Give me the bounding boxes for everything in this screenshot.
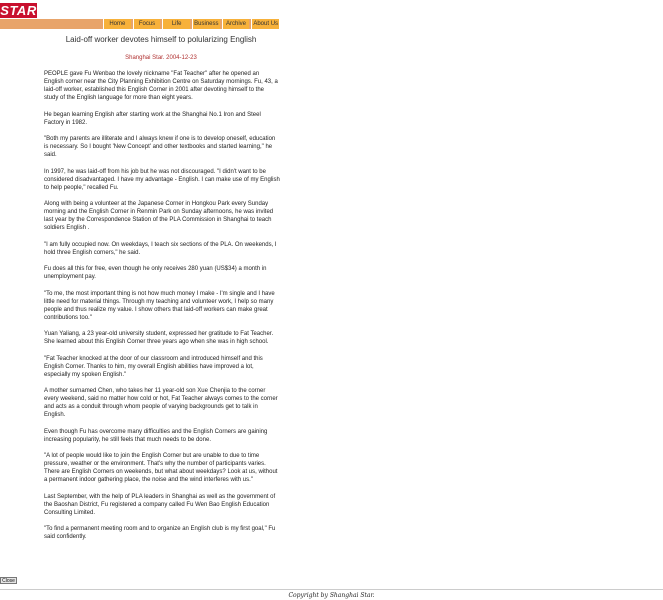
footer-divider [0,589,663,590]
main-nav [103,19,279,29]
article-paragraph: In 1997, he was laid-off from his job but he was not discouraged. "I didn't want to be considered disadvantaged. I have my advantage - English. I can make use of my English to help people," recalled Fu. [44,168,280,191]
article-paragraph: Yuan Yaliang, a 23 year-old university student, expressed her gratitude to Fat Teacher. She learned about this English Corner three years ago when she was in high school. [44,331,274,345]
article-paragraph: Last September, with the help of PLA leaders in Shanghai as well as the government of the Baoshan District, Fu registered a company called Fu Wen Bao English Education Consulting Limited. [44,493,276,516]
logo-text: STAR [0,3,37,18]
nav-life[interactable]: Life [162,19,190,29]
close-button[interactable]: Close [0,577,17,584]
article-paragraph: "A lot of people would like to join the English Corner but are unable to due to time pressure, weather or the environment. That's why the number of participants varies. There are English Corners on weekends, but what about weekdays? Look at us, without a permanent indoor gathering place, the noise and the wind interferes with us." [44,453,278,483]
nav-business[interactable]: Business [192,19,220,29]
site-header [0,0,663,32]
star-logo[interactable] [0,3,37,18]
article-paragraph: Along with being a volunteer at the Japanese Corner in Hongkou Park every Sunday morning and the English Corner in Renmin Park on Sunday afternoons, he was invited last year by the Correspondence Station of the PLA Commission in Shanghai to teach soldiers English . [44,201,274,231]
article-paragraph: "Both my parents are illiterate and I always knew if one is to develop oneself, education is necessary. So I bought 'New Concept' and other textbooks and started learning," he said. [44,136,276,158]
article-paragraph: "Fat Teacher knocked at the door of our classroom and introduced himself and this English Corner. Thanks to him, my overall English abilities have improved a lot, especially my spoken English." [44,355,263,378]
article-paragraph: Even though Fu has overcome many difficulties and the English Corners are gaining increasing popularity, he still feels that much needs to be done. [44,428,268,443]
article-paragraph: PEOPLE gave Fu Wenbao the lovely nickname "Fat Teacher" after he opened an English corner near the City Planning Exhibition Centre on Saturday mornings. Fu, 43, a laid-off worker, established this English Corner in 2001 after devoting himself to the study of the English language for more than eight years. [44,71,278,101]
nav-about-us[interactable]: About Us [253,21,279,27]
copyright-text: Copyright by Shanghai Star. [288,592,375,599]
article-paragraph: "To me, the most important thing is not how much money I make - I'm single and I have little need for material things. Through my teaching and volunteer work, I help so many people and thus realize my value. I show others that laid-off workers can make great contributions too." [44,290,275,321]
nav-focus[interactable]: Focus [133,19,161,29]
article-byline: Shanghai Star. 2004-12-23 [125,55,197,61]
article-paragraph: "I am fully occupied now. On weekdays, I teach six sections of the PLA. On weekends, I hold three English corners," he said. [44,241,277,256]
article-body [44,70,280,550]
article-title: Laid-off worker devotes himself to polularizing English [65,35,257,44]
article-paragraph: Fu does all this for free, even though he only receives 280 yuan (US$34) a month in unemployment pay. [44,266,267,280]
article-paragraph: A mother surnamed Chen, who takes her 11 year-old son Xue Chenjia to the corner every weekend, said no matter how cold or hot, Fat Teacher always comes to the corner and acts as a conduit through whom people of varying backgrounds get to talk in English. [44,388,278,418]
article-paragraph: "To find a permanent meeting room and to organize an English club is my first goal," Fu said confidently. [44,526,276,540]
article-paragraph: He began learning English after starting work at the Shanghai No.1 Iron and Steel Factory in 1982. [44,111,261,126]
nav-archive[interactable]: Archive [222,19,250,29]
nav-home[interactable]: Home [103,19,131,29]
